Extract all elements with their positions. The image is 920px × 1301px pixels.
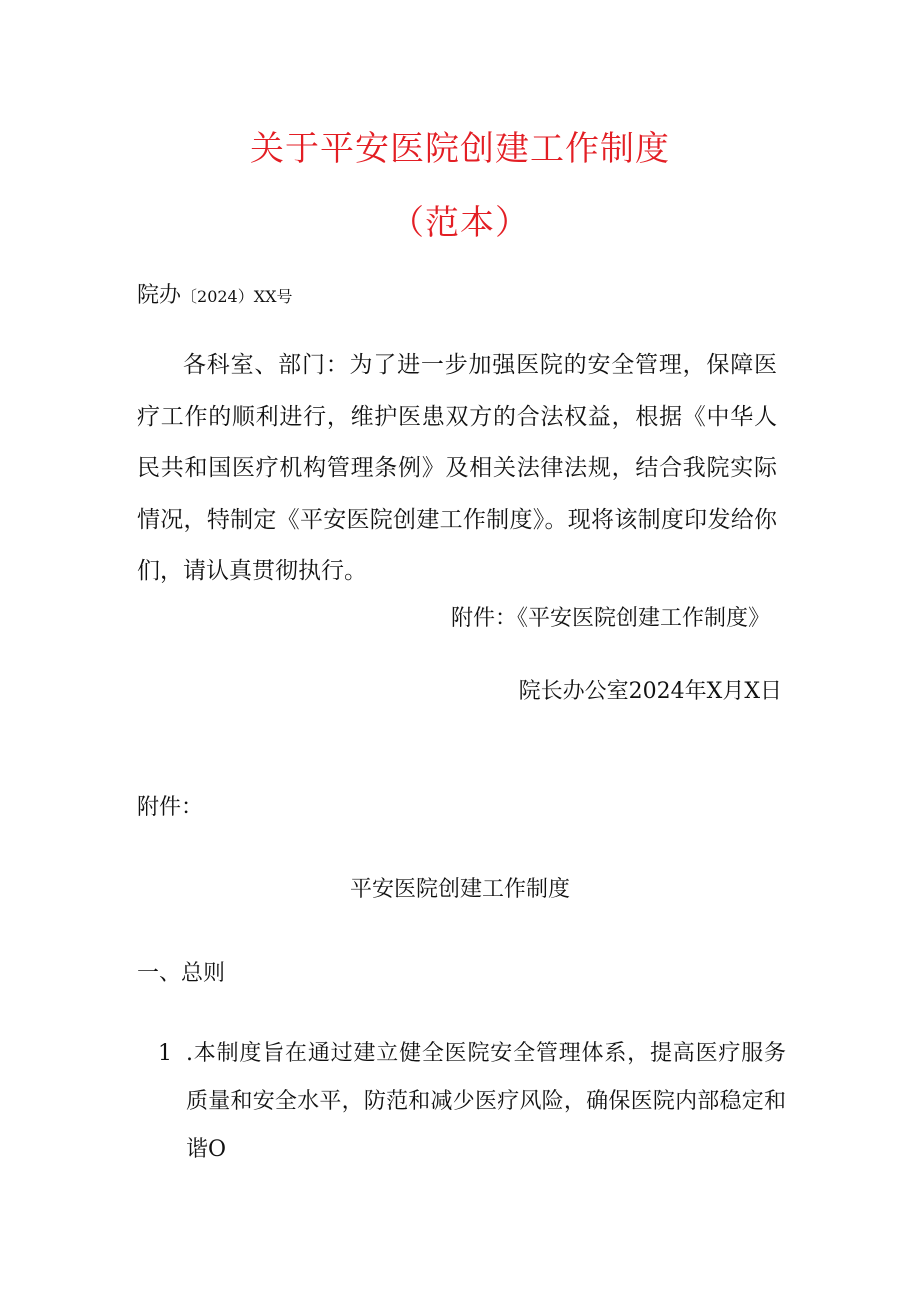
document-number-suffix: XX号 xyxy=(253,287,293,306)
list-item-number: 1 xyxy=(158,1041,172,1066)
attachment-label: 附件： xyxy=(137,795,204,820)
attachment-title: 平安医院创建工作制度 xyxy=(349,877,570,902)
document-number xyxy=(137,278,293,309)
attachment-reference: 附件：《平安医院创建工作制度》 xyxy=(450,606,770,631)
signature-date: 院长办公室2024年X月X日 xyxy=(518,679,782,704)
document-title: 关于平安医院创建工作制度 xyxy=(250,129,670,169)
list-item-text: .本制度旨在通过建立健全医院安全管理体系，提高医疗服务质量和安全水平，防范和减少医疗风险，确保医院内部稳定和谐O xyxy=(186,1041,786,1162)
document-number-year: 〔2024） xyxy=(181,287,254,306)
section-heading: 一、总则 xyxy=(137,961,226,986)
document-number-prefix: 院办 xyxy=(137,283,182,308)
document-subtitle: （范本） xyxy=(390,203,530,243)
notice-body: 各科室、部门：为了进一步加强医院的安全管理，保障医疗工作的顺利进行，维护医患双方的合法权益，根据《中华人民共和国医疗机构管理条例》及相关法律法规，结合我院实际情况，特制定《平安医院创建工作制度》。现将该制度印发给你们，请认真贯彻执行。 xyxy=(137,352,777,584)
